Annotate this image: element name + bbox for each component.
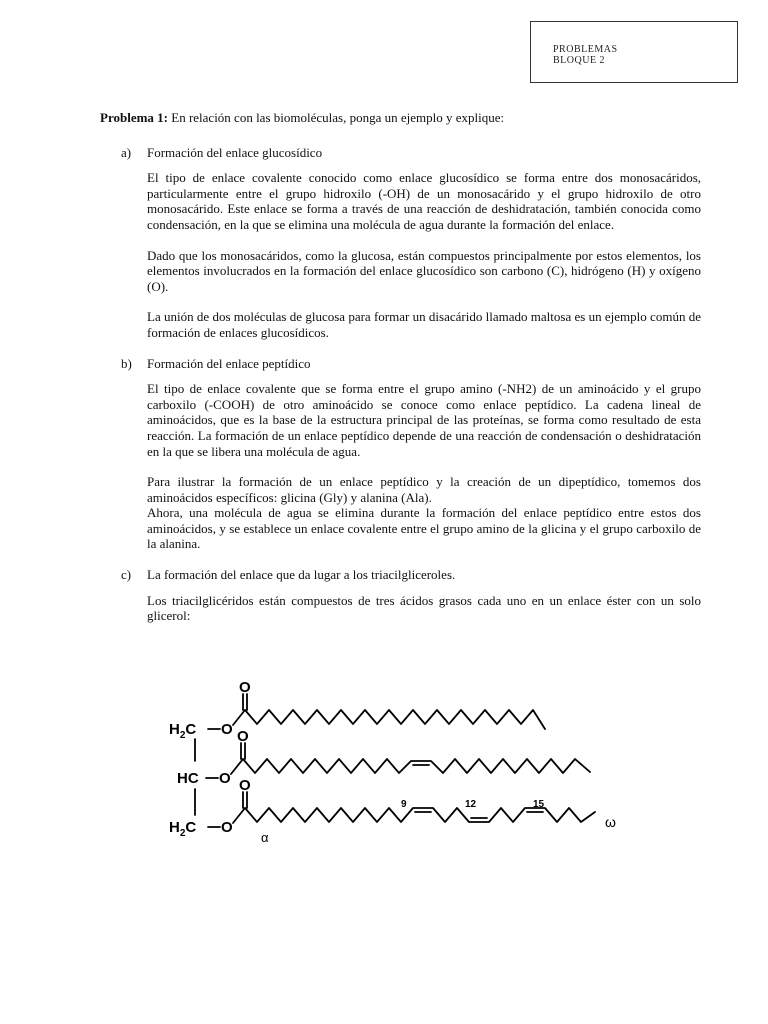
position-12-label: 12 xyxy=(465,799,477,810)
section-c-paragraph-1: Los triacilglicéridos están compuestos de tres ácidos grasos cada uno en un enlace éster con un solo glicerol: xyxy=(147,592,701,624)
ester-o-label-3: O xyxy=(221,819,233,836)
section-b-title: Formación del enlace peptídico xyxy=(147,355,311,371)
section-b-paragraph-3: Ahora, una molécula de agua se elimina durante la formación del enlace peptídico entre estos dos aminoácidos, y se establece un enlace covalente entre el grupo amino de la glicina y el grupo carboxilo de la alanina. xyxy=(147,505,701,552)
section-a-paragraph-2: Dado que los monosacáridos, como la glucosa, están compuestos principalmente por estos elementos, los elementos involucrados en la formación del enlace glucosídico son carbono (C), hidrógeno (H) y oxígeno (O). xyxy=(147,247,701,294)
section-b-label: b) xyxy=(121,355,132,371)
section-a-paragraph-1: El tipo de enlace covalente conocido como enlace glucosídico se forma entre dos monosacáridos, particularmente entre el grupo hidroxilo (-OH) de un monosacárido y el grupo hidroxilo de otro monosacárido. Este enlace se forma a través de una reacción de deshidratación, también conocida como condensación, en la que se elimina una molécula de agua durante la formación del enlace. xyxy=(147,170,701,232)
ester-bond-2 xyxy=(231,759,243,774)
section-a-title: Formación del enlace glucosídico xyxy=(147,144,323,160)
fatty-acid-chain-2 xyxy=(243,759,590,773)
ester-o-label-2: O xyxy=(219,770,231,787)
carbonyl-o-label-3: O xyxy=(239,777,251,794)
omega-label: ω xyxy=(605,814,616,830)
section-b-paragraph-1: El tipo de enlace covalente que se forma entre el grupo amino (-NH2) de un aminoácido y el grupo carboxilo (-COOH) de otro aminoácido se conoce como enlace peptídico. La cadena lineal de aminoácidos, que es la base de la estructura principal de las proteínas, se forma como resultado de esta reacción. La formación de un enlace peptídico depende de una reacción de condensación o deshidratación en la que se libera una molécula de agua. xyxy=(147,381,701,459)
section-b-paragraph-2: Para ilustrar la formación de un enlace peptídico y la creación de un dipeptídico, tomemos dos aminoácidos específicos: glicina (Gly) y alanina (Ala). xyxy=(147,474,701,505)
section-c-label: c) xyxy=(121,567,132,583)
problem-intro: En relación con las biomoléculas, ponga un ejemplo y explique: xyxy=(168,110,505,125)
triacylglycerol-structure-diagram xyxy=(165,672,635,852)
section-a-paragraph-3: La unión de dos moléculas de glucosa para formar un disacárido llamado maltosa es un ejemplo común de formación de enlaces glucosídicos. xyxy=(147,309,701,340)
problem-label: Problema 1: xyxy=(100,110,168,125)
fatty-acid-chain-1 xyxy=(245,710,545,729)
carbonyl-o-label-1: O xyxy=(239,679,251,696)
position-15-label: 15 xyxy=(533,799,545,810)
carbonyl-o-label-2: O xyxy=(237,728,249,745)
section-c xyxy=(100,567,701,624)
section-a xyxy=(100,145,701,341)
section-c-title: La formación del enlace que da lugar a los triacilgliceroles. xyxy=(147,567,456,583)
section-b xyxy=(100,356,701,553)
section-a-label: a) xyxy=(121,144,132,160)
hc-label: HC xyxy=(177,770,199,787)
header-line-2: BLOQUE 2 xyxy=(553,55,606,66)
header-line-1: PROBLEMAS xyxy=(553,44,618,55)
h2c-label-2: $H_2C$ xyxy=(169,819,197,839)
header-box xyxy=(530,21,738,83)
ester-bond-1 xyxy=(233,710,245,725)
problem-heading xyxy=(100,110,701,126)
fatty-acid-chain-3 xyxy=(245,808,595,822)
ester-o-label-1: O xyxy=(221,721,233,738)
header-title xyxy=(553,44,618,66)
ester-bond-3 xyxy=(233,808,245,823)
document-body xyxy=(100,110,701,624)
h2c-label-1: $H_2C$ xyxy=(169,721,197,741)
position-9-label: 9 xyxy=(401,799,407,810)
alpha-label: α xyxy=(261,830,269,845)
